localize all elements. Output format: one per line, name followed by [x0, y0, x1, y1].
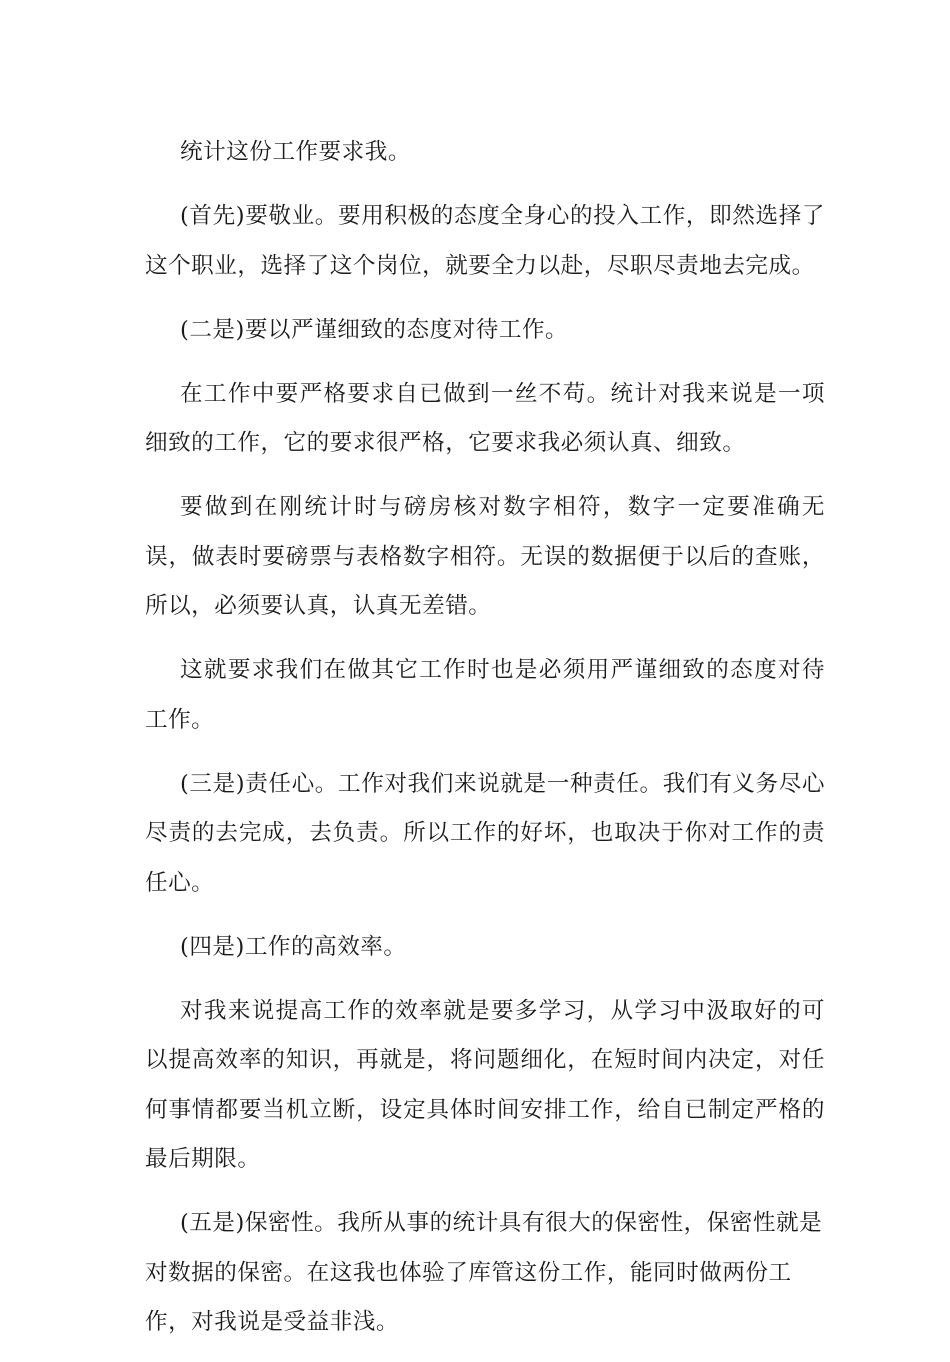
document-body — [145, 128, 825, 1362]
paragraph-fourth-heading: (四是)工作的高效率。 — [180, 933, 407, 960]
paragraph-efficiency: 对我来说提高工作的效率就是要多学习，从学习中汲取好的可以提高效率的知识，再就是，将问题细化，在短时间内决定，对任何事情都要当机立断，设定具体时间安排工作，给自已制定严格的最后期限。 — [145, 997, 825, 1172]
paragraph-accuracy: 要做到在刚统计时与磅房核对数字相符，数字一定要准确无误，做表时要磅票与表格数字相符。无误的数据便于以后的查账，所以，必须要认真，认真无差错。 — [145, 494, 825, 619]
paragraph-careful-attitude: 这就要求我们在做其它工作时也是必须用严谨细致的态度对待工作。 — [145, 657, 825, 733]
paragraph-third-responsibility: (三是)责任心。工作对我们来说就是一种责任。我们有义务尽心尽责的去完成，去负责。所以工作的好坏，也取决于你对工作的责任心。 — [145, 770, 825, 896]
paragraph-first-dedication: (首先)要敬业。要用积极的态度全身心的投入工作，即然选择了这个职业，选择了这个岗位，就要全力以赴，尽职尽责地去完成。 — [145, 203, 825, 279]
paragraph-intro: 统计这份工作要求我。 — [180, 139, 411, 165]
paragraph-second-heading: (二是)要以严谨细致的态度对待工作。 — [180, 316, 569, 343]
paragraph-fifth-confidentiality: (五是)保密性。我所从事的统计具有很大的保密性，保密性就是对数据的保密。在这我也体验了库管这份工作，能同时做两份工作，对我说是受益非浅。 — [145, 1210, 823, 1335]
paragraph-strict-requirements: 在工作中要严格要求自已做到一丝不苟。统计对我来说是一项细致的工作，它的要求很严格，它要求我必须认真、细致。 — [145, 380, 825, 456]
